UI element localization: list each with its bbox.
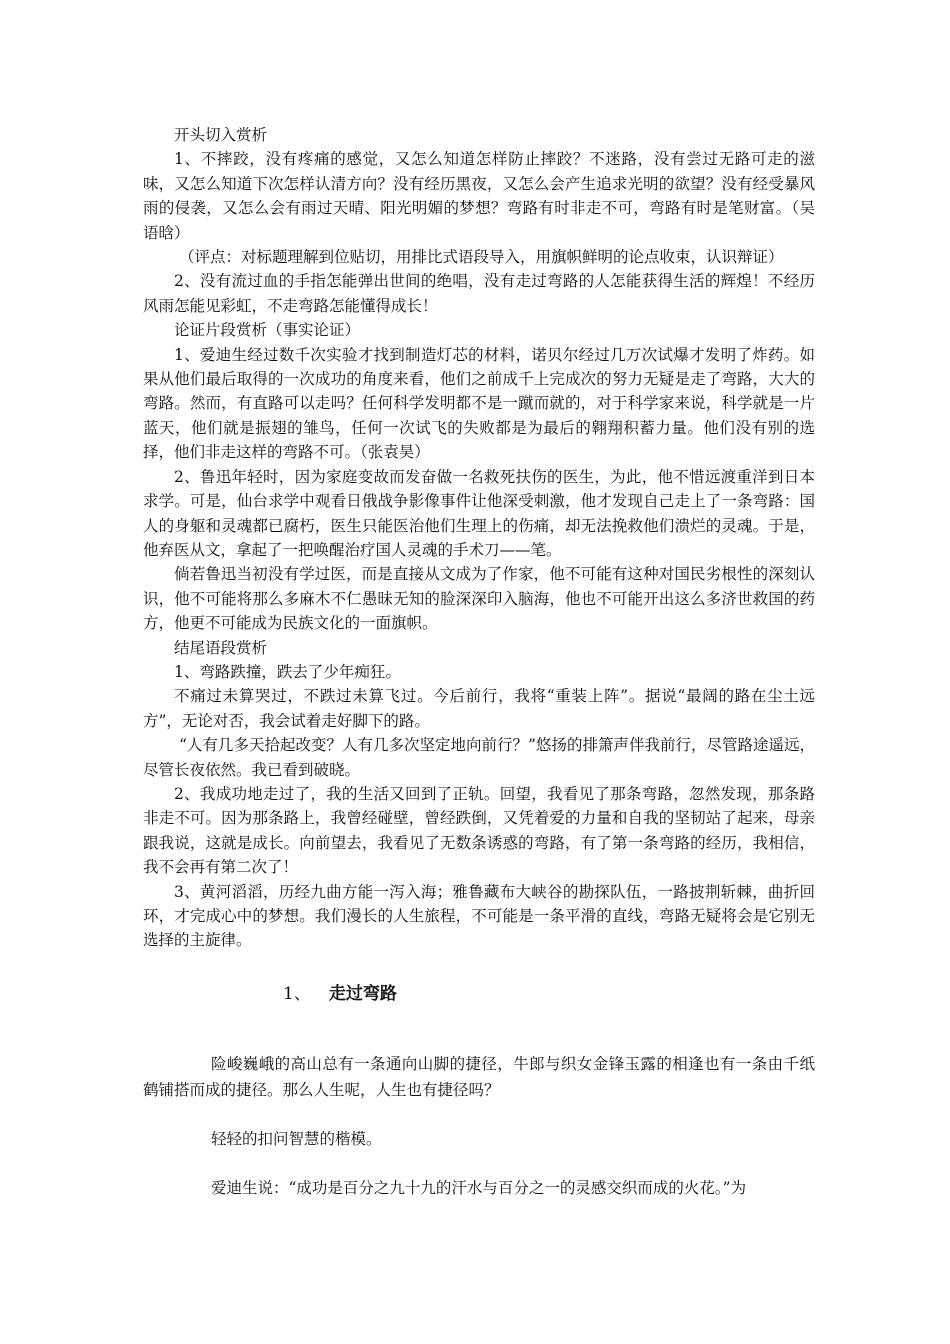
document-body: [143, 123, 815, 1201]
essay-paragraph-3: 爱迪生说：“成功是百分之九十九的汗水与百分之一的灵感交织而成的火花。”为: [211, 1178, 747, 1197]
essay-number: 1、: [283, 983, 311, 1004]
essay-title: [143, 979, 815, 1009]
essay-title-text: 走过弯路: [328, 983, 397, 1004]
opening-heading: 开头切入赏析: [174, 126, 268, 144]
opening-paragraph-2: 2、没有流过血的手指怎能弹出世间的绝唱，没有走过弯路的人怎能获得生活的辉煌！不经历风雨怎能见彩虹，不走弯路怎能懂得成长！: [143, 272, 815, 315]
ending-paragraph-1c: “人有几多天拾起改变？人有几多次坚定地向前行？”悠扬的排箫声伴我前行，尽管路途遥远，尽管长夜依然。我已看到破晓。: [143, 736, 815, 779]
ending-paragraph-2: 2、我成功地走过了，我的生活又回到了正轨。回望，我看见了那条弯路，忽然发现，那条路非走不可。因为那条路上，我曾经碰壁，曾经跌倒，又凭着爱的力量和自我的坚韧站了起来，母亲跟我说，这就是成长。向前望去，我看见了无数条诱惑的弯路，有了第一条弯路的经历，我相信，我不会再有第二次了！: [143, 784, 815, 877]
essay-body: [143, 1051, 815, 1201]
argument-heading: 论证片段赏析（事实论证）: [174, 321, 361, 340]
ending-paragraph-3: 3、黄河滔滔，历经九曲方能一泻入海；雅鲁藏布大峡谷的勘探队伍，一路披荆斩棘，曲折回环，才完成心中的梦想。我们漫长的人生旅程，不可能是一条平滑的直线，弯路无疑将会是它别无选择的主旋律。: [143, 882, 815, 950]
essay-paragraph-2: 轻轻的扣问智慧的楷模。: [211, 1129, 382, 1148]
argument-paragraph-3: 倘若鲁迅当初没有学过医，而是直接从文成为了作家，他不可能有这种对国民劣根性的深刻认识，他不可能将那么多麻木不仁愚昧无知的脸深深印入脑海，他也不可能开出这么多济世救国的药方，他更不可能成为民族文化的一面旗帜。: [143, 565, 815, 633]
ending-paragraph-1: 1、弯路跌撞，跌去了少年痴狂。: [174, 662, 401, 681]
ending-heading: 结尾语段赏析: [174, 638, 268, 657]
opening-paragraph-1: 1、不摔跤，没有疼痛的感觉，又怎么知道怎样防止摔跤？不迷路，没有尝过无路可走的滋味，又怎么知道下次怎样认清方向？没有经历黑夜，又怎么会产生追求光明的欲望？没有经受暴风雨的侵袭，又怎么会有雨过天晴、阳光明媚的梦想？弯路有时非走不可，弯路有时是笔财富。（吴语晗）: [143, 150, 815, 242]
essay-paragraph-1: 险峻巍峨的高山总有一条通向山脚的捷径，牛郎与织女金锋玉露的相逢也有一条由千纸鹤铺搭而成的捷径。那么人生呢，人生也有捷径吗？: [143, 1054, 815, 1099]
argument-paragraph-2: 2、鲁迅年轻时，因为家庭变故而发奋做一名救死扶伤的医生，为此，他不惜远渡重洋到日本求学。可是，仙台求学中观看日俄战争影像事件让他深受刺激，他才发现自己走上了一条弯路：国人的身躯和灵魂都已腐朽，医生只能医治他们生理上的伤痛，却无法挽救他们溃烂的灵魂。于是，他弃医从文，拿起了一把唤醒治疗国人灵魂的手术刀——笔。: [143, 467, 815, 559]
argument-paragraph-1: 1、爱迪生经过数千次实验才找到制造灯芯的材料，诺贝尔经过几万次试爆才发明了炸药。如果从他们最后取得的一次成功的角度来看，他们之前成千上完成次的努力无疑是走了弯路，大大的弯路。然而，有直路可以走吗？任何科学发明都不是一蹴而就的，对于科学家来说，科学就是一片蓝天，他们就是振翅的雏鸟，任何一次试飞的失败都是为最后的翱翔积蓄力量。他们没有别的选择，他们非走这样的弯路不可。（张袁昊）: [143, 345, 815, 462]
opening-comment: （评点：对标题理解到位贴切，用排比式语段导入，用旗帜鲜明的论点收束，认识辩证）: [179, 248, 784, 267]
ending-paragraph-1b: 不痛过未算哭过，不跌过未算飞过。今后前行，我将“重装上阵”。据说“最阔的路在尘土远方”，无论对否，我会试着走好脚下的路。: [143, 687, 815, 730]
